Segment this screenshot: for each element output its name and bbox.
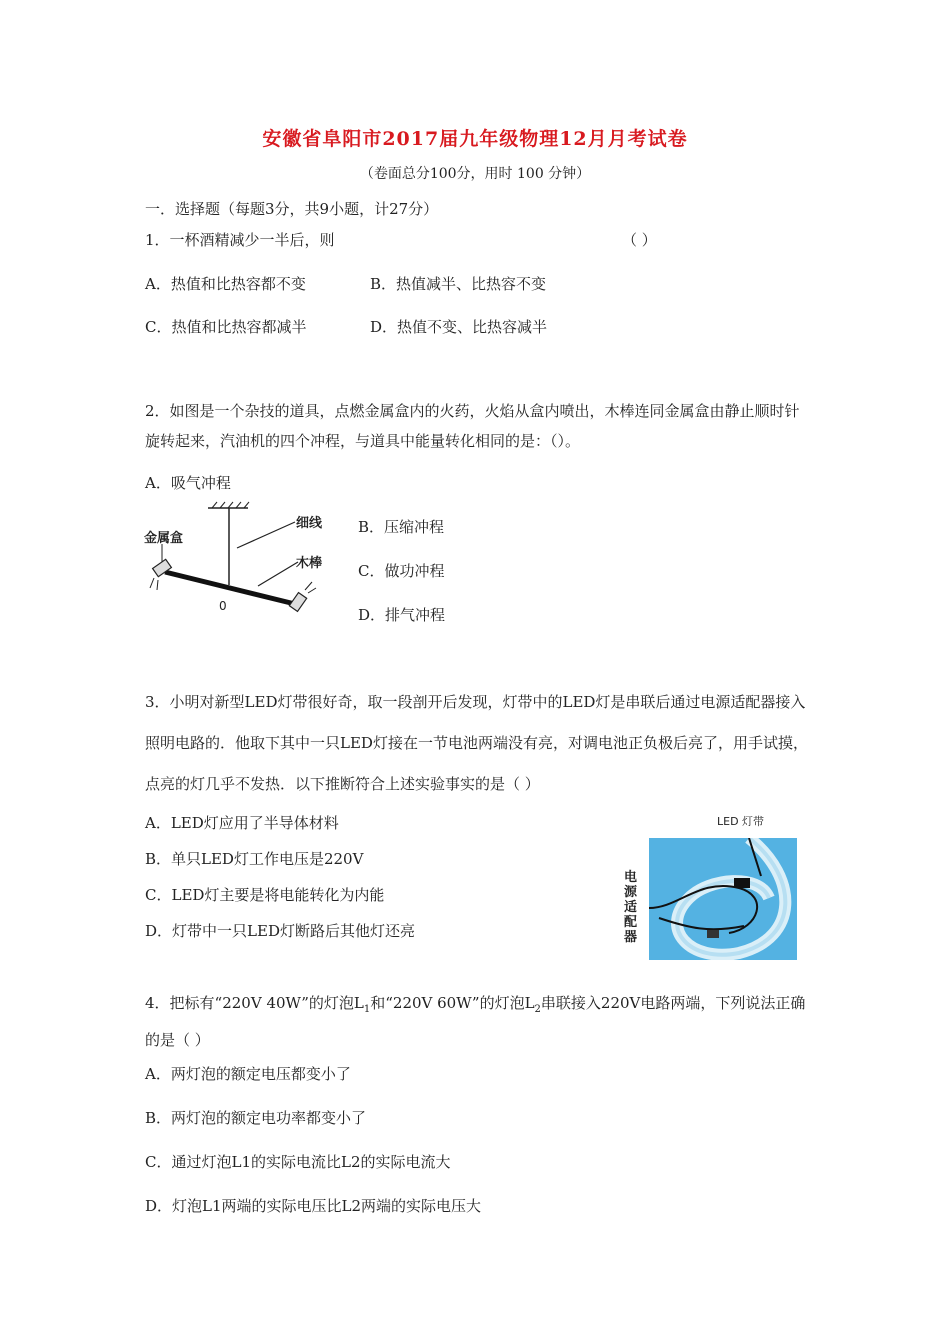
q2-option-d: D．排气冲程	[358, 606, 446, 624]
q3-option-c: C．LED灯主要是将电能转化为内能	[145, 886, 385, 904]
q3-stem: 3．小明对新型LED灯带很好奇，取一段剖开后发现，灯带中的LED灯是串联后通过电源适配器接入照明电路的．他取下其中一只LED灯接在一节电池两端没有亮，对调电池正负极后亮了，用手试摸，点亮的灯几乎不发热．以下推断符合上述实验事实的是（ ）	[145, 693, 808, 793]
q3-option-a: A．LED灯应用了半导体材料	[145, 814, 339, 832]
page-subtitle: （卷面总分100分，用时 100 分钟）	[359, 166, 591, 182]
q1-answer-bracket: （ ）	[622, 231, 657, 249]
label-metal-box: 金属盒	[144, 531, 184, 546]
q1-option-b: B．热值减半、比热容不变	[370, 275, 547, 293]
section-heading: 一．选择题（每题3分，共9小题，计27分）	[145, 200, 439, 218]
q2-option-b: B．压缩冲程	[358, 518, 445, 536]
q4-option-d: D．灯泡L1两端的实际电压比L2两端的实际电压大	[145, 1197, 482, 1215]
page-title: 安徽省阜阳市2017届九年级物理12月月考试卷	[262, 128, 688, 150]
label-led-strip: LED 灯带	[717, 815, 765, 828]
q4-stem-part3: 串联接入220V电路两端，下列说法正确的是（ ）	[145, 994, 806, 1049]
q4-option-b: B．两灯泡的额定电功率都变小了	[145, 1109, 367, 1127]
q2-stem: 2．如图是一个杂技的道具，点燃金属盒内的火药，火焰从盒内喷出，木棒连同金属盒由静止顺时针旋转起来，汽油机的四个冲程，与道具中能量转化相同的是：（）。	[145, 402, 800, 450]
label-wood-stick: 木棒	[296, 556, 323, 571]
q2-option-a: A．吸气冲程	[145, 474, 231, 492]
q4-option-c: C．通过灯泡L1的实际电流比L2的实际电流大	[145, 1153, 451, 1171]
led-strip-photo	[649, 838, 797, 960]
q3-option-b: B．单只LED灯工作电压是220V	[145, 850, 364, 868]
label-power-adapter: 电源适配器	[624, 870, 638, 945]
q1-stem: 1．一杯酒精减少一半后，则	[145, 231, 335, 249]
label-pivot-o: 0	[219, 599, 227, 613]
q4-sub-1: 1	[363, 1004, 371, 1015]
q1-option-a: A．热值和比热容都不变	[145, 275, 306, 293]
q4-sub-2: 2	[534, 1004, 541, 1015]
q3-option-d: D．灯带中一只LED灯断路后其他灯还亮	[145, 922, 415, 940]
q1-option-c: C．热值和比热容都减半	[145, 318, 307, 336]
q2-figure	[140, 500, 340, 620]
label-thread: 细线	[296, 516, 323, 531]
q4-stem	[145, 988, 810, 1055]
q4-option-a: A．两灯泡的额定电压都变小了	[145, 1065, 351, 1083]
q4-stem-part1: 4．把标有“220V 40W”的灯泡L	[145, 994, 364, 1012]
led-strip-illustration	[649, 838, 797, 960]
q2-option-c: C．做功冲程	[358, 562, 445, 580]
q1-option-d: D．热值不变、比热容减半	[370, 318, 548, 336]
q4-stem-part2: 和“220V 60W”的灯泡L	[370, 994, 535, 1012]
